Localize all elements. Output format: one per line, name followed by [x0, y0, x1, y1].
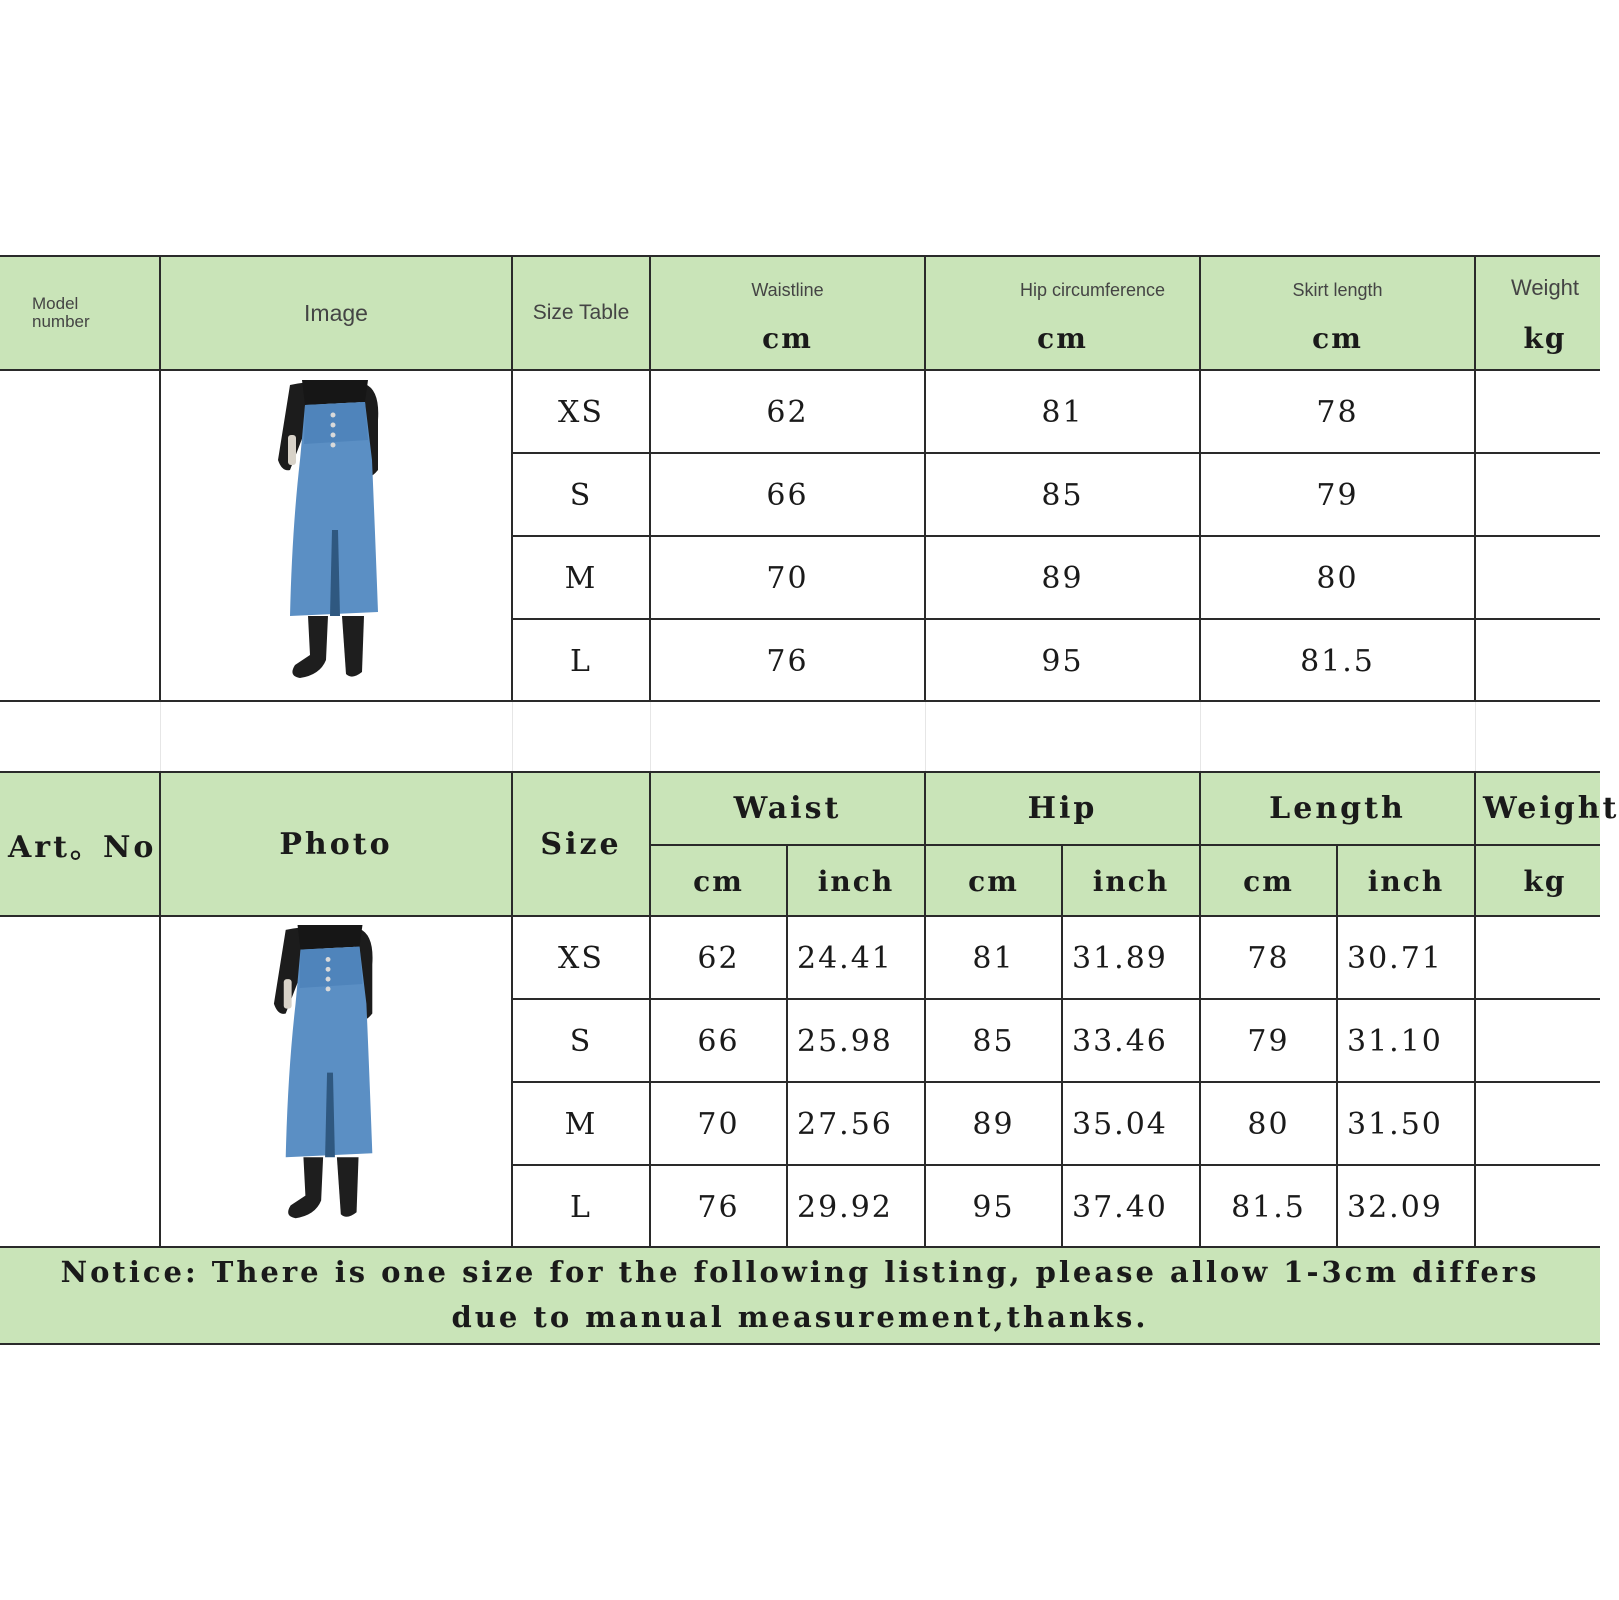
- table2-header-weight: [1477, 772, 1619, 844]
- table1-product-photo: [260, 380, 410, 690]
- length-cm-cell: 80: [1247, 1106, 1290, 1142]
- model-figure: [278, 380, 378, 678]
- table2-header-size: [512, 772, 650, 916]
- waistline-label: Waistline: [751, 279, 824, 300]
- rule: [0, 915, 1600, 917]
- rule: [786, 844, 788, 1248]
- waist-cm-cell: 66: [697, 1023, 740, 1059]
- hip-cm-cell: 85: [1041, 477, 1084, 513]
- unit-cm: cm: [1243, 864, 1294, 898]
- rule: [0, 771, 1600, 773]
- spacer-divider: [512, 702, 513, 772]
- unit-inch: inch: [817, 864, 895, 898]
- image-label: Image: [304, 299, 368, 326]
- rule: [511, 1081, 1600, 1083]
- length-inch-cell: 30.71: [1347, 940, 1443, 976]
- spacer-divider: [1475, 702, 1476, 772]
- table1-header-skirt-length: [1200, 270, 1475, 310]
- table1-header-image: [160, 256, 512, 370]
- length-cm-cell: 79: [1316, 477, 1359, 513]
- hip-cm-cell: 89: [1041, 560, 1084, 596]
- waist-label: Waist: [733, 790, 842, 826]
- waist-cm-cell: 62: [766, 394, 809, 430]
- waist-inch-cell: 25.98: [797, 1023, 893, 1059]
- size-cell: M: [564, 560, 598, 596]
- weight-unit: kg: [1523, 321, 1567, 355]
- hip-circumference-label: Hip circumference: [1019, 279, 1166, 300]
- length-inch-cell: 31.10: [1347, 1023, 1443, 1059]
- rule: [1474, 771, 1476, 1248]
- unit-cm: cm: [968, 864, 1019, 898]
- rule: [1199, 771, 1201, 1248]
- skirt-length-label: Skirt length: [1292, 279, 1383, 300]
- size-table-label: Size Table: [532, 301, 630, 324]
- waistline-unit: cm: [762, 321, 813, 355]
- spacer-divider: [925, 702, 926, 772]
- rule: [1199, 255, 1201, 702]
- rule: [649, 844, 1600, 846]
- table2-unit-length-cm: [1200, 846, 1337, 916]
- table2-header-art-no: [0, 772, 160, 916]
- notice-line-1: Notice: There is one size for the following listing, please allow 1-3cm differs: [60, 1255, 1540, 1289]
- table1-header-weight: [1475, 268, 1615, 308]
- table1-header-hip: [925, 270, 1200, 310]
- table2-unit-length-inch: [1337, 846, 1475, 916]
- unit-inch: inch: [1092, 864, 1170, 898]
- rule: [924, 255, 926, 702]
- table1-unit-hip: [925, 318, 1200, 358]
- model-number-label: Model number: [32, 294, 90, 331]
- rule: [0, 369, 1600, 371]
- model-figure: [274, 925, 373, 1218]
- size-cell: XS: [558, 394, 604, 430]
- size-cell: L: [570, 643, 592, 679]
- hip-cm-cell: 85: [972, 1023, 1015, 1059]
- hip-inch-cell: 37.40: [1072, 1189, 1168, 1225]
- rule: [511, 771, 513, 1248]
- table1-header-model-number: [0, 256, 130, 370]
- length-label: Length: [1269, 790, 1406, 826]
- waist-cm-cell: 76: [766, 643, 809, 679]
- size-cell: M: [564, 1106, 598, 1142]
- weight2-label: Weight: [1483, 790, 1619, 826]
- size-cell: S: [569, 477, 593, 513]
- rule: [511, 618, 1600, 620]
- rule: [511, 255, 513, 702]
- hip-cm-cell: 81: [972, 940, 1015, 976]
- rule: [0, 255, 1600, 257]
- table2-unit-waist-inch: [787, 846, 925, 916]
- table2-header-photo: [160, 772, 512, 916]
- waist-cm-cell: 66: [766, 477, 809, 513]
- art-no-label: Art。No: [8, 830, 157, 865]
- rule: [1336, 844, 1338, 1248]
- table2-header-length: [1200, 772, 1475, 844]
- rule: [511, 535, 1600, 537]
- notice-text: [0, 1250, 1600, 1346]
- length-cm-cell: 78: [1247, 940, 1290, 976]
- waist-cm-cell: 76: [697, 1189, 740, 1225]
- rule: [159, 771, 161, 1248]
- hip-cm-cell: 95: [972, 1189, 1015, 1225]
- table1-unit-skirt: [1200, 318, 1475, 358]
- hip-inch-cell: 31.89: [1072, 940, 1168, 976]
- rule: [511, 452, 1600, 454]
- rule: [0, 700, 1600, 702]
- table2-unit-waist-cm: [650, 846, 787, 916]
- table1-unit-waistline: [650, 318, 925, 358]
- waist-cm-cell: 70: [766, 560, 809, 596]
- hip-cm-cell: 81: [1041, 394, 1084, 430]
- waist-inch-cell: 24.41: [797, 940, 893, 976]
- waist-inch-cell: 29.92: [797, 1189, 893, 1225]
- hip-inch-cell: 33.46: [1072, 1023, 1168, 1059]
- spacer-divider: [650, 702, 651, 772]
- rule: [511, 998, 1600, 1000]
- length-cm-cell: 80: [1316, 560, 1359, 596]
- photo-label: Photo: [279, 826, 393, 862]
- length-cm-cell: 78: [1316, 394, 1359, 430]
- unit-kg: kg: [1523, 864, 1567, 898]
- rule: [649, 771, 651, 1248]
- spacer-divider: [1200, 702, 1201, 772]
- hip-inch-cell: 35.04: [1072, 1106, 1168, 1142]
- rule: [0, 1343, 1600, 1345]
- size-cell: L: [570, 1189, 592, 1225]
- length-cm-cell: 79: [1247, 1023, 1290, 1059]
- size-label: Size: [540, 826, 622, 862]
- waist-cm-cell: 62: [697, 940, 740, 976]
- unit-cm: cm: [693, 864, 744, 898]
- notice-line-2: due to manual measurement,thanks.: [451, 1300, 1149, 1334]
- table1-unit-weight: [1475, 318, 1615, 358]
- waist-inch-cell: 27.56: [797, 1106, 893, 1142]
- length-cm-cell: 81.5: [1300, 643, 1375, 679]
- table1-header-waistline: [650, 270, 925, 310]
- waist-cm-cell: 70: [697, 1106, 740, 1142]
- size-cell: S: [569, 1023, 593, 1059]
- hip-label: Hip: [1027, 790, 1098, 826]
- unit-inch: inch: [1367, 864, 1445, 898]
- length-inch-cell: 32.09: [1347, 1189, 1443, 1225]
- rule: [511, 1164, 1600, 1166]
- rule: [0, 1246, 1600, 1248]
- rule: [649, 255, 651, 702]
- length-inch-cell: 31.50: [1347, 1106, 1443, 1142]
- spacer-divider: [160, 702, 161, 772]
- rule: [1474, 255, 1476, 702]
- table2-product-photo: [255, 925, 405, 1230]
- rule: [924, 771, 926, 1248]
- rule: [1061, 844, 1063, 1248]
- table2-unit-hip-inch: [1062, 846, 1200, 916]
- hip-cm-cell: 95: [1041, 643, 1084, 679]
- table2-unit-weight-kg: [1475, 846, 1615, 916]
- size-cell: XS: [558, 940, 604, 976]
- hip-unit: cm: [1037, 321, 1088, 355]
- table1-header-size-table: [512, 256, 650, 370]
- skirt-unit: cm: [1312, 321, 1363, 355]
- table2-header-hip: [925, 772, 1200, 844]
- weight-label: Weight: [1510, 275, 1580, 300]
- table2-unit-hip-cm: [925, 846, 1062, 916]
- table2-header-waist: [650, 772, 925, 844]
- hip-cm-cell: 89: [972, 1106, 1015, 1142]
- length-cm-cell: 81.5: [1231, 1189, 1306, 1225]
- rule: [159, 255, 161, 702]
